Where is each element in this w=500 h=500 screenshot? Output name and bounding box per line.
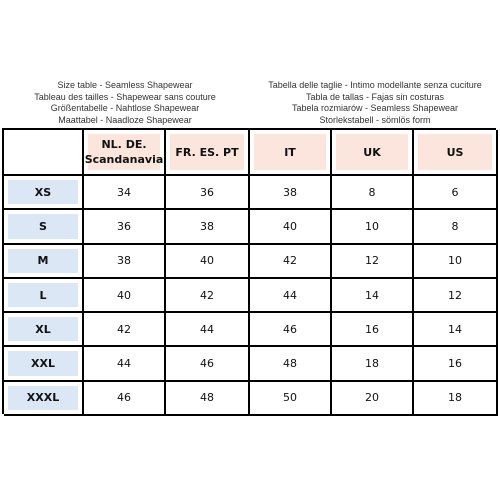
size-value-cell-text: 18	[448, 391, 462, 405]
corner-cell-text	[8, 134, 78, 170]
size-value-cell	[250, 210, 332, 244]
size-label-cell-text: M	[8, 249, 78, 273]
size-value-cell	[166, 382, 250, 416]
title-column-right	[250, 80, 500, 126]
size-value-cell-text: 42	[117, 322, 131, 336]
size-value-cell	[414, 279, 498, 313]
size-label-cell-text: XXL	[8, 351, 78, 375]
size-value-cell	[414, 210, 498, 244]
size-value-cell	[84, 313, 166, 347]
size-value-cell	[84, 279, 166, 313]
size-value-cell	[332, 210, 414, 244]
size-value-cell	[166, 210, 250, 244]
size-label-cell	[4, 347, 84, 381]
size-value-cell-text: 40	[200, 254, 214, 268]
title-column-left	[0, 80, 250, 126]
size-label-cell	[4, 210, 84, 244]
size-value-cell-text: 48	[283, 357, 297, 371]
size-value-cell-text: 20	[365, 391, 379, 405]
header-cell-text: IT	[254, 134, 326, 170]
size-value-cell-text: 12	[365, 254, 379, 268]
size-value-cell	[250, 279, 332, 313]
size-value-cell-text: 48	[200, 391, 214, 405]
size-value-cell	[166, 245, 250, 279]
size-value-cell	[250, 245, 332, 279]
title-line: Size table - Seamless Shapewear	[57, 80, 193, 90]
size-label-cell-text: L	[8, 283, 78, 307]
size-value-cell-text: 34	[117, 185, 131, 199]
header-cell	[414, 130, 498, 176]
size-value-cell	[84, 176, 166, 210]
size-value-cell	[332, 313, 414, 347]
title-line: Tableau des tailles - Shapewear sans couture	[34, 91, 216, 102]
size-value-cell-text: 50	[283, 391, 297, 405]
size-value-cell	[414, 347, 498, 381]
header-cell-text: US	[418, 134, 492, 170]
size-label-cell	[4, 313, 84, 347]
size-value-cell	[166, 279, 250, 313]
header-cell	[84, 130, 166, 176]
size-value-cell-text: 18	[365, 357, 379, 371]
size-value-cell	[84, 347, 166, 381]
size-value-cell-text: 42	[200, 288, 214, 302]
size-value-cell	[84, 382, 166, 416]
size-label-cell-text: XS	[8, 180, 78, 204]
size-value-cell-text: 16	[448, 357, 462, 371]
size-value-cell-text: 36	[117, 219, 131, 233]
size-value-cell	[414, 313, 498, 347]
title-line: Tabella delle taglie - Intimo modellante senza cuciture	[268, 80, 482, 90]
size-value-cell	[84, 210, 166, 244]
size-value-cell-text: 40	[283, 219, 297, 233]
size-value-cell	[166, 176, 250, 210]
header-cell-text: FR. ES. PT	[170, 134, 244, 170]
size-value-cell-text: 8	[368, 185, 376, 199]
title-block	[0, 80, 500, 126]
size-value-cell	[250, 347, 332, 381]
size-value-cell-text: 38	[283, 185, 297, 199]
size-label-cell-text: XL	[8, 317, 78, 341]
size-value-cell	[332, 347, 414, 381]
size-label-cell	[4, 245, 84, 279]
size-value-cell-text: 12	[448, 288, 462, 302]
title-line: Tabla de tallas - Fajas sin costuras	[305, 91, 445, 102]
size-value-cell	[414, 245, 498, 279]
size-value-cell-text: 46	[283, 322, 297, 336]
header-cell-text: NL. DE. Scandanavia	[88, 134, 160, 170]
size-value-cell-text: 46	[200, 357, 214, 371]
size-label-cell	[4, 382, 84, 416]
size-value-cell-text: 42	[283, 254, 297, 268]
size-value-cell-text: 40	[117, 288, 131, 302]
size-value-cell-text: 38	[117, 254, 131, 268]
size-value-cell	[166, 313, 250, 347]
size-value-cell	[250, 176, 332, 210]
size-value-cell-text: 10	[365, 219, 379, 233]
size-value-cell-text: 36	[200, 185, 214, 199]
size-value-cell-text: 6	[451, 185, 459, 199]
size-value-cell-text: 14	[448, 322, 462, 336]
title-line: Maattabel - Naadloze Shapewear	[58, 114, 192, 125]
size-value-cell	[332, 382, 414, 416]
header-cell	[332, 130, 414, 176]
size-value-cell-text: 10	[448, 254, 462, 268]
size-value-cell	[332, 245, 414, 279]
size-table	[2, 128, 496, 414]
size-label-cell-text: XXXL	[8, 386, 78, 410]
header-cell	[166, 130, 250, 176]
title-line: Tabela rozmiarów - Seamless Shapewear	[291, 103, 459, 113]
header-cell-text: UK	[336, 134, 408, 170]
size-label-cell	[4, 176, 84, 210]
size-value-cell-text: 8	[451, 219, 459, 233]
size-value-cell-text: 44	[283, 288, 297, 302]
size-value-cell-text: 16	[365, 322, 379, 336]
size-value-cell	[84, 245, 166, 279]
header-cell	[250, 130, 332, 176]
size-value-cell	[166, 347, 250, 381]
size-value-cell-text: 14	[365, 288, 379, 302]
size-label-cell	[4, 279, 84, 313]
size-value-cell	[332, 279, 414, 313]
size-value-cell-text: 46	[117, 391, 131, 405]
title-line: Größentabelle - Nahtlose Shapewear	[50, 103, 200, 113]
size-value-cell	[332, 176, 414, 210]
corner-cell	[4, 130, 84, 176]
size-value-cell	[414, 176, 498, 210]
size-value-cell-text: 38	[200, 219, 214, 233]
size-label-cell-text: S	[8, 214, 78, 238]
size-value-cell	[250, 313, 332, 347]
size-value-cell	[250, 382, 332, 416]
size-value-cell-text: 44	[200, 322, 214, 336]
title-line: Storlekstabell - sömlös form	[319, 114, 431, 125]
size-value-cell-text: 44	[117, 357, 131, 371]
size-value-cell	[414, 382, 498, 416]
